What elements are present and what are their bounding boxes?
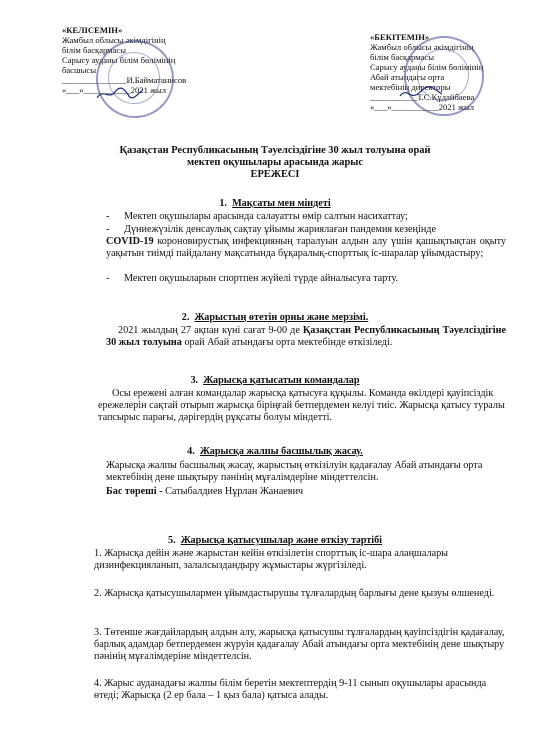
section1-covid-paragraph xyxy=(106,236,506,261)
covid-text: короновирустық инфекцияның таралуын алдын алу үшін қашықтықтан оқыту уақытын тиімді пайдалану мақсатында бұқаралық-спорттық іс-шаралар ұйымдастыру; xyxy=(106,236,506,260)
section2-paragraph: 2021 жылдың 27 ақпан күні сағат 9-00 де Қазақстан Республикасының Тәуелсіздігіне 30 жыл толуына орай Абай атындағы орта мектебінде өткізіледі. xyxy=(106,325,506,349)
section-heading-text: Мақсаты мен міндеті xyxy=(232,198,331,209)
approval-left-heading: «КЕЛІСЕМІН» xyxy=(62,25,123,35)
approval-right-line: білім басқармасы xyxy=(370,52,434,62)
section-heading-text: Жарыстың өтетін орны және мерзімі. xyxy=(194,312,369,323)
section2-heading xyxy=(60,312,490,324)
list-item: - Мектеп оқушылары арасында салауатты өмір салтын насихаттау; xyxy=(106,211,408,222)
list-item: 1. Жарысқа дейін және жарыстан кейін өткізілетін спорттық іс-шара алаңшалары дизинфекцияланып, залалсыздандыру жұмыстары жүргізіледі. xyxy=(94,548,449,572)
section3-paragraph: Осы ережені алған командалар жарысқа қатысуға құқылы. Команда өкілдері қауіпсіздік ережелерін сақтай отырып жарысқа біріңғай бетпердемен келуі тиіс. Жарысқа қатысу туралы тапсырыс парағы, дәрігердің рұқсаты болуы міндетті. xyxy=(98,388,505,424)
section1-body xyxy=(106,211,506,236)
signature-right-icon xyxy=(398,86,444,102)
covid-label: COVID-19 xyxy=(106,236,154,247)
section4-heading xyxy=(60,446,490,458)
list-item: 4. Жарыс ауданадағы жалпы білім беретін мектептердің 9-11 сынып оқушылары арасында өтеді; Жарысқа (2 ер бала – 1 қыз бала) қатыса алады. xyxy=(94,678,487,702)
list-item: - Мектеп оқушыларын спортпен жүйелі түрде айналысуға тарту. xyxy=(106,273,399,284)
title-line: Қазақстан Республикасының Тәуелсіздігіне 30 жыл толуына орай xyxy=(119,145,431,156)
section-number: 5. xyxy=(168,535,176,546)
section-number: 2. xyxy=(181,312,190,323)
section-number: 4. xyxy=(187,446,195,457)
title-line: мектеп оқушылары арасында жарыс xyxy=(187,157,363,169)
approval-left-line: Сарысу ауданы білім бөлімінің xyxy=(62,55,176,65)
approval-right-line: Абай атындағы орта xyxy=(370,72,445,82)
section-heading-text: Жарысқа жалпы басшылық жасау. xyxy=(199,446,363,457)
section-number: 1. xyxy=(219,198,227,209)
approval-left-line: Жамбыл облысы әкімдігінің xyxy=(62,35,166,45)
section-heading-text: Жарысқа қатысушылар және өткізу тәртібі xyxy=(180,535,382,546)
list-item: 2. Жарысқа қатысушылармен ұйымдастырушы тұлғалардың барлығы дене қызуы өлшенеді. xyxy=(94,588,495,599)
section3-heading xyxy=(60,375,490,387)
approval-left-line: басшысы xyxy=(62,65,96,75)
stamp-left-icon xyxy=(96,40,174,118)
approval-right-line: Жамбыл облысы әкімдігінің xyxy=(370,42,474,52)
judge-label: Бас төреші - xyxy=(106,486,166,497)
approval-right-date-line: «___»___________2021 жыл xyxy=(370,102,475,112)
approval-left-line: білім басқармасы xyxy=(62,45,126,55)
list-item: 3. Төтенше жағдайлардың алдын алу, жарысқа қатысушы тұлғалардың қауіпсіздігін қадағалау, барлық адамдар бетпердемен жүруін қадағалау Абай атындағы орта мектебінің дене шықтыру пәнінің мұғалімдеріне міндеттелсін. xyxy=(94,627,505,663)
stamp-right-icon xyxy=(404,36,484,116)
section5-heading xyxy=(60,535,490,547)
signature-left-icon xyxy=(95,86,145,102)
approval-left-signature-line: _______________И.Байматанисов xyxy=(62,75,187,85)
section-heading-text: Жарысқа қатысатын командалар xyxy=(203,375,360,386)
approval-right-line: мектебінің директоры xyxy=(370,82,451,92)
title-line: ЕРЕЖЕСІ xyxy=(250,169,300,181)
judge-name: Сатыбалдиев Нұрлан Жанаевич xyxy=(165,486,304,497)
document-title xyxy=(60,145,490,182)
chief-judge-line xyxy=(106,486,506,498)
approval-left-date-line: «___»___________2021 жыл xyxy=(62,85,167,95)
approval-right-signature-line: ___________Т.С.Құдайбаева xyxy=(370,92,475,102)
approval-right-heading: «БЕКІТЕМІН» xyxy=(370,32,430,42)
section4-paragraph: Жарысқа жалпы басшылық жасау, жарыстың өткізілуін қадағалау Абай атындағы орта мектебінің дене шықтыру пәнінің мұғалімдеріне міндеттелсін. xyxy=(106,460,483,484)
section-number: 3. xyxy=(190,375,199,386)
section1-heading xyxy=(60,198,490,210)
approval-right-line: Сарысу ауданы білім бөлімінің xyxy=(370,62,484,72)
list-item: - Дүниежүзілік денсаулық сақтау ұйымы жариялаған пандемия кезеңінде xyxy=(106,224,436,236)
